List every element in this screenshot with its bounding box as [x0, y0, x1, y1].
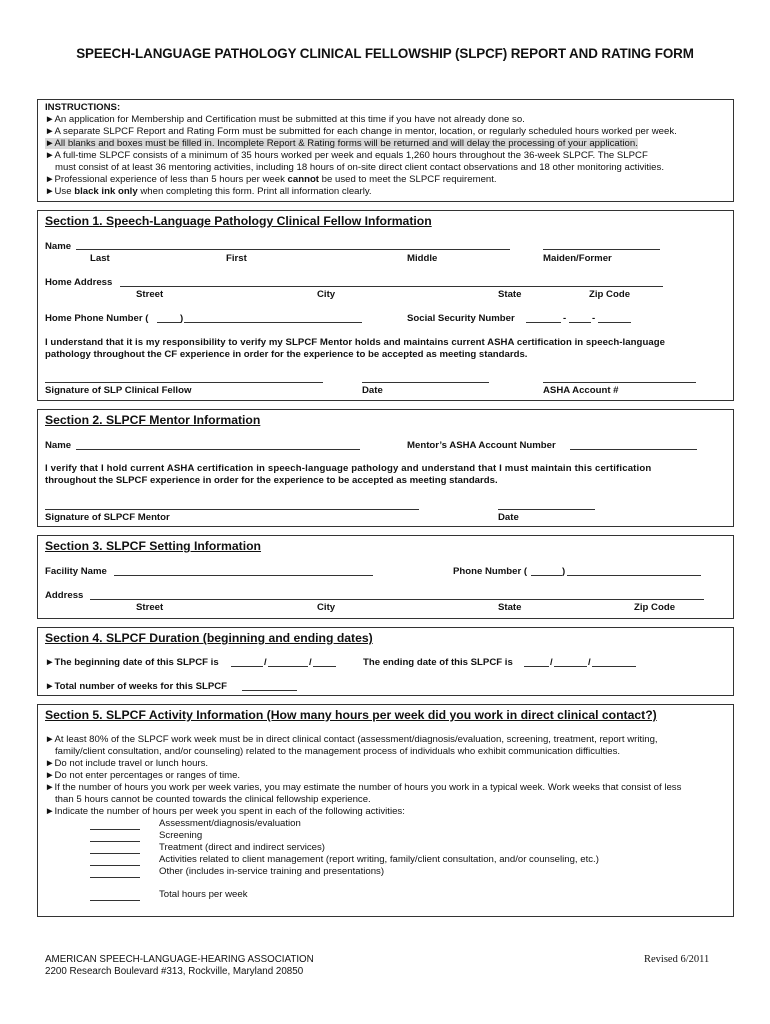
activity-bullet: than 5 hours cannot be counted towards the clinical fellowship experience. — [55, 794, 371, 805]
total-weeks-field[interactable] — [242, 690, 297, 691]
footer-org: AMERICAN SPEECH-LANGUAGE-HEARING ASSOCIATION — [45, 954, 314, 965]
facility-area-code-field[interactable] — [531, 575, 562, 576]
mentor-statement: I verify that I hold current ASHA certification in speech-language pathology and understand that I must maintain this certification — [45, 463, 652, 474]
facility-phone-label: Phone Number ( — [453, 566, 528, 577]
begin-date-label: ►The beginning date of this SLPCF is — [45, 657, 219, 668]
begin-month-field[interactable] — [231, 666, 263, 667]
home-address-field[interactable] — [120, 286, 663, 287]
begin-year-field[interactable] — [313, 666, 336, 667]
mentor-asha-label: Mentor’s ASHA Account Number — [407, 440, 556, 451]
mentor-signature-field[interactable] — [45, 509, 419, 510]
instruction-item: ►A full-time SLPCF consists of a minimum of 35 hours worked per week and equals 1,260 hours throughout the 36-week SLPCF. The SLPCF — [45, 150, 648, 161]
section-4-heading: Section 4. SLPCF Duration (beginning and ending dates) — [45, 631, 373, 645]
section-5-heading: Section 5. SLPCF Activity Information (How many hours per week did you work in direct clinical contact?) — [45, 708, 657, 722]
last-name-caption: Last — [90, 253, 110, 264]
section-1-box — [37, 210, 734, 401]
activity-other: Other (includes in-service training and presentations) — [159, 866, 385, 877]
date-slash: / — [309, 657, 312, 668]
clinical-fellow-statement: I understand that it is my responsibility to verify my SLPCF Mentor holds and maintains current ASHA certification in speech-language — [45, 337, 666, 348]
activity-assessment: Assessment/diagnosis/evaluation — [159, 818, 301, 829]
facility-street-caption: Street — [136, 602, 164, 613]
total-hours-field[interactable] — [90, 900, 140, 901]
street-caption: Street — [136, 289, 164, 300]
instruction-item: ►Use black ink only when completing this form. Print all information clearly. — [45, 186, 372, 197]
zip-caption: Zip Code — [589, 289, 631, 300]
activity-screening: Screening — [159, 830, 203, 841]
asha-account-label: ASHA Account # — [543, 385, 619, 396]
fellow-signature-label: Signature of SLP Clinical Fellow — [45, 385, 192, 396]
activity-treatment: Treatment (direct and indirect services) — [159, 842, 325, 853]
area-code-field[interactable] — [157, 322, 181, 323]
hours-screening-field[interactable] — [90, 841, 140, 842]
end-date-label: The ending date of this SLPCF is — [363, 657, 513, 668]
ssn-field-3[interactable] — [598, 322, 631, 323]
section-3-heading: Section 3. SLPCF Setting Information — [45, 539, 262, 553]
activity-bullet: ►If the number of hours you work per week varies, you may estimate the number of hours you work in a typical week. Work weeks that consist of less — [45, 782, 682, 793]
end-month-field[interactable] — [524, 666, 549, 667]
home-address-label: Home Address — [45, 277, 113, 288]
instruction-item: ►A separate SLPCF Report and Rating Form must be submitted for each change in mentor, location, or regularly scheduled hours worked per week. — [45, 126, 677, 137]
facility-name-label: Facility Name — [45, 566, 107, 577]
fellow-date-label: Date — [362, 385, 383, 396]
hours-treatment-field[interactable] — [90, 853, 140, 854]
activity-client-management: Activities related to client management (report writing, family/client consultation, and/or counseling, etc.) — [159, 854, 599, 865]
activity-bullet: ►At least 80% of the SLPCF work week must be in direct clinical contact (assessment/diagnosis/evaluation, screening, treatment, report writing, — [45, 734, 658, 745]
middle-name-caption: Middle — [407, 253, 438, 264]
hours-other-field[interactable] — [90, 877, 140, 878]
instructions-heading: INSTRUCTIONS: — [45, 102, 121, 113]
city-caption: City — [317, 289, 336, 300]
end-year-field[interactable] — [592, 666, 636, 667]
mentor-statement: throughout the SLPCF experience in order for the experience to be accepted as meeting standards. — [45, 475, 498, 486]
first-name-caption: First — [226, 253, 247, 264]
asha-account-field[interactable] — [543, 382, 696, 383]
mentor-name-field[interactable] — [76, 449, 360, 450]
instruction-item: must consist of at least 36 mentoring activities, including 18 hours of on-site direct client contact observations and 18 other monitoring activities. — [55, 162, 664, 173]
hours-client-management-field[interactable] — [90, 865, 140, 866]
facility-phone-field[interactable] — [567, 575, 701, 576]
clinical-fellow-statement: pathology throughout the CF experience in order for the experience to be accepted as meeting standards. — [45, 349, 528, 360]
facility-phone-paren-close: ) — [562, 566, 566, 577]
activity-bullet: ►Indicate the number of hours per week you spent in each of the following activities: — [45, 806, 405, 817]
home-phone-field[interactable] — [184, 322, 362, 323]
home-phone-label: Home Phone Number ( — [45, 313, 149, 324]
date-slash: / — [550, 657, 553, 668]
activity-bullet: family/client consultation, and/or counseling) related to the management process of individuals who exhibit communication difficulties. — [55, 746, 621, 757]
revision-date: Revised 6/2011 — [644, 954, 710, 965]
section-1-heading: Section 1. Speech-Language Pathology Clinical Fellow Information — [45, 214, 432, 228]
facility-state-caption: State — [498, 602, 522, 613]
ssn-sep: - — [592, 313, 596, 324]
ssn-field-2[interactable] — [569, 322, 591, 323]
maiden-name-caption: Maiden/Former — [543, 253, 612, 264]
name-label: Name — [45, 241, 72, 252]
footer-address: 2200 Research Boulevard #313, Rockville, Maryland 20850 — [45, 966, 304, 977]
fellow-signature-field[interactable] — [45, 382, 323, 383]
end-day-field[interactable] — [554, 666, 587, 667]
mentor-date-label: Date — [498, 512, 519, 523]
phone-paren-close: ) — [180, 313, 184, 324]
mentor-asha-field[interactable] — [570, 449, 697, 450]
maiden-name-field[interactable] — [543, 249, 660, 250]
mentor-signature-label: Signature of SLPCF Mentor — [45, 512, 170, 523]
instruction-item: ►An application for Membership and Certification must be submitted at this time if you have not already done so. — [45, 114, 525, 125]
ssn-sep: - — [563, 313, 567, 324]
activity-bullet: ►Do not include travel or lunch hours. — [45, 758, 209, 769]
ssn-label: Social Security Number — [407, 313, 515, 324]
name-field[interactable] — [76, 249, 510, 250]
date-slash: / — [588, 657, 591, 668]
facility-name-field[interactable] — [114, 575, 373, 576]
facility-city-caption: City — [317, 602, 336, 613]
facility-address-field[interactable] — [90, 599, 704, 600]
activity-bullet: ►Do not enter percentages or ranges of time. — [45, 770, 241, 781]
mentor-name-label: Name — [45, 440, 72, 451]
ssn-field-1[interactable] — [526, 322, 561, 323]
total-hours-label: Total hours per week — [159, 889, 248, 900]
facility-address-label: Address — [45, 590, 84, 601]
total-weeks-label: ►Total number of weeks for this SLPCF — [45, 681, 228, 692]
instruction-item-highlighted: ►All blanks and boxes must be filled in. Incomplete Report & Rating forms will be returned and will delay the processing of your application. — [45, 138, 638, 149]
facility-zip-caption: Zip Code — [634, 602, 676, 613]
section-2-heading: Section 2. SLPCF Mentor Information — [45, 413, 261, 427]
begin-day-field[interactable] — [268, 666, 308, 667]
fellow-date-field[interactable] — [362, 382, 489, 383]
form-title: SPEECH-LANGUAGE PATHOLOGY CLINICAL FELLOWSHIP (SLPCF) REPORT AND RATING FORM — [76, 46, 694, 61]
state-caption: State — [498, 289, 522, 300]
instruction-item: ►Professional experience of less than 5 hours per week cannot be used to meet the SLPCF requirement. — [45, 174, 497, 185]
mentor-date-field[interactable] — [498, 509, 595, 510]
date-slash: / — [264, 657, 267, 668]
hours-assessment-field[interactable] — [90, 829, 140, 830]
